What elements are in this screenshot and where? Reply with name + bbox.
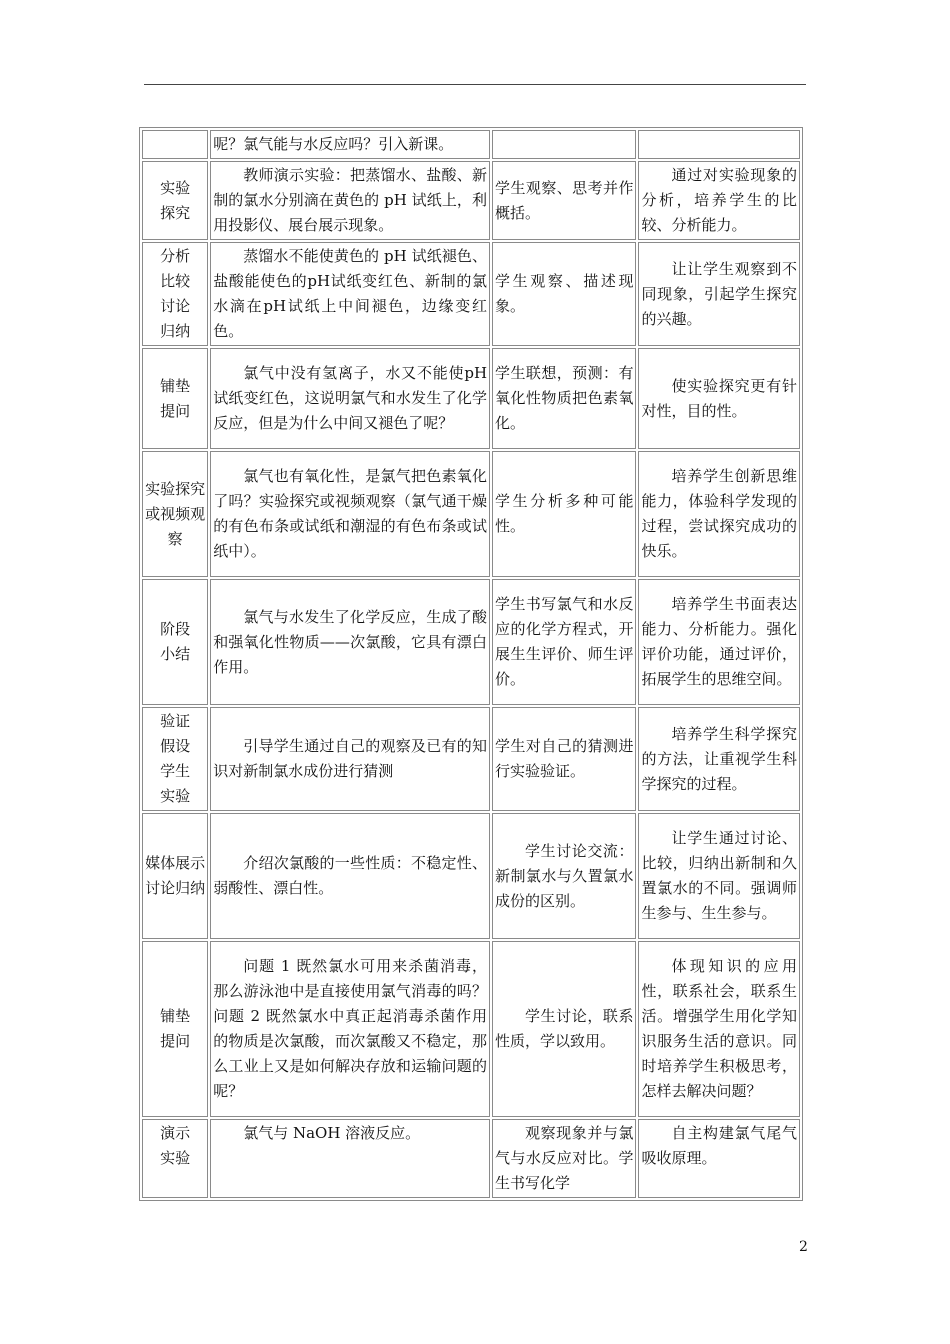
design-intent-cell — [638, 813, 800, 939]
stage-cell — [142, 707, 208, 811]
stage-cell — [142, 813, 208, 939]
stage-cell — [142, 451, 208, 577]
teacher-activity-cell — [210, 242, 490, 346]
design-intent-text: 让让学生观察到不同现象，引起学生探究的兴趣。 — [641, 259, 797, 328]
table-row — [142, 707, 800, 811]
stage-cell — [142, 242, 208, 346]
teacher-activity-text: 引导学生通过自己的观察及已有的知识对新制氯水成份进行猜测 — [213, 737, 488, 780]
design-intent-cell — [638, 451, 800, 577]
design-intent-text: 培养学生书面表达能力、分析能力。强化评价功能，通过评价，拓展学生的思维空间。 — [641, 595, 797, 688]
teacher-activity-text: 氯气与水发生了化学反应，生成了酸和强氧化性物质——次氯酸，它具有漂白作用。 — [213, 607, 488, 676]
student-activity-text: 学生讨论交流：新制氯水与久置氯水成份的区别。 — [495, 841, 634, 910]
table-row — [142, 161, 800, 240]
header-rule — [144, 84, 806, 85]
teacher-activity-cell — [210, 161, 490, 240]
design-intent-cell — [638, 130, 800, 159]
table-row — [142, 348, 800, 449]
student-activity-text: 学生联想，预测：有氧化性物质把色素氧化。 — [495, 364, 634, 432]
design-intent-cell — [638, 242, 800, 346]
design-intent-cell — [638, 941, 800, 1117]
teacher-activity-cell — [210, 130, 490, 159]
stage-cell — [142, 348, 208, 449]
table-row — [142, 813, 800, 939]
teacher-activity-cell — [210, 707, 490, 811]
teacher-activity-cell — [210, 941, 490, 1117]
stage-cell — [142, 130, 208, 159]
teacher-activity-text: 氯气中没有氢离子，水又不能使pH试纸变红色，这说明氯气和水发生了化学反应，但是为什么中间又褪色了呢？ — [213, 364, 488, 432]
table-row — [142, 451, 800, 577]
stage-cell — [142, 579, 208, 705]
student-activity-cell — [492, 579, 636, 705]
student-activity-text: 学生观察、描述现象。 — [495, 272, 634, 315]
stage-cell — [142, 1119, 208, 1198]
student-activity-cell — [492, 941, 636, 1117]
student-activity-cell — [492, 707, 636, 811]
design-intent-cell — [638, 1119, 800, 1198]
student-activity-cell — [492, 451, 636, 577]
student-activity-text: 学生书写氯气和水反应的化学方程式，开展生生评价、师生评价。 — [495, 595, 634, 688]
student-activity-cell — [492, 242, 636, 346]
teacher-activity-text: 氯气也有氧化性，是氯气把色素氧化了吗？实验探究或视频观察（氯气通干燥的有色布条或试纸和潮湿的有色布条或试纸中）。 — [213, 467, 488, 560]
design-intent-text: 培养学生科学探究的方法，让重视学生科学探究的过程。 — [641, 724, 797, 793]
teacher-activity-text: 蒸馏水不能使黄色的 pH 试纸褪色、盐酸能使色的pH试纸变红色、新制的氯水滴在pH试纸上中间褪色，边缘变红色。 — [213, 247, 488, 340]
teacher-activity-cell — [210, 348, 490, 449]
teacher-activity-cell — [210, 451, 490, 577]
student-activity-text: 学生观察、思考并作概括。 — [495, 178, 634, 222]
stage-label: 阶段小结 — [160, 620, 191, 663]
design-intent-text: 自主构建氯气尾气吸收原理。 — [641, 1124, 797, 1167]
stage-label: 媒体展示讨论归纳 — [145, 854, 206, 897]
page-number: 2 — [799, 1239, 808, 1255]
stage-label: 铺垫提问 — [160, 376, 191, 420]
student-activity-cell — [492, 813, 636, 939]
student-activity-cell — [492, 1119, 636, 1198]
design-intent-cell — [638, 161, 800, 240]
stage-cell — [142, 161, 208, 240]
design-intent-cell — [638, 707, 800, 811]
design-intent-text: 通过对实验现象的分析，培养学生的比较、分析能力。 — [641, 166, 797, 234]
table-row — [142, 579, 800, 705]
stage-label: 铺垫提问 — [160, 1007, 191, 1050]
table-row — [142, 242, 800, 346]
stage-label: 实验探究 — [160, 178, 191, 222]
teacher-activity-text: 介绍次氯酸的一些性质：不稳定性、弱酸性、漂白性。 — [213, 854, 488, 897]
stage-label: 验证假设学生实验 — [160, 712, 191, 805]
teacher-activity-cell — [210, 813, 490, 939]
student-activity-text: 学生分析多种可能性。 — [495, 492, 634, 535]
teacher-activity-text: 呢？氯气能与水反应吗？引入新课。 — [213, 135, 454, 153]
stage-label: 分析比较讨论归纳 — [160, 247, 191, 340]
lesson-plan-table — [139, 127, 803, 1201]
teacher-activity-cell — [210, 579, 490, 705]
design-intent-text: 使实验探究更有针对性，目的性。 — [641, 376, 797, 420]
teacher-activity-text: 氯气与 NaOH 溶液反应。 — [243, 1124, 421, 1142]
table-row — [142, 941, 800, 1117]
design-intent-text: 培养学生创新思维能力，体验科学发现的过程，尝试探究成功的快乐。 — [641, 467, 797, 560]
table-row — [142, 130, 800, 159]
teacher-activity-cell — [210, 1119, 490, 1198]
student-activity-cell — [492, 161, 636, 240]
teacher-activity-text: 教师演示实验：把蒸馏水、盐酸、新制的氯水分别滴在黄色的 pH 试纸上，利用投影仪、展台展示现象。 — [213, 166, 488, 234]
design-intent-cell — [638, 348, 800, 449]
teacher-activity-text: 问题 1 既然氯水可用来杀菌消毒，那么游泳池中是直接使用氯气消毒的吗？问题 2 既然氯水中真正起消毒杀菌作用的物质是次氯酸，而次氯酸又不稳定，那么工业上又是如何解决存放和运输问题的呢？ — [213, 957, 488, 1100]
design-intent-text: 体现知识的应用性，联系社会，联系生活。增强学生用化学知识服务生活的意识。同时培养学生积极思考，怎样去解决问题？ — [641, 957, 797, 1100]
student-activity-text: 学生讨论，联系性质，学以致用。 — [495, 1007, 634, 1050]
student-activity-cell — [492, 130, 636, 159]
stage-label: 演示实验 — [160, 1124, 191, 1167]
student-activity-text: 观察现象并与氯气与水反应对比。学生书写化学 — [495, 1124, 634, 1192]
student-activity-text: 学生对自己的猜测进行实验验证。 — [495, 737, 634, 780]
table-row — [142, 1119, 800, 1198]
stage-cell — [142, 941, 208, 1117]
design-intent-text: 让学生通过讨论、比较，归纳出新制和久置氯水的不同。强调师生参与、生生参与。 — [641, 829, 797, 922]
stage-label: 实验探究或视频观察 — [145, 479, 206, 548]
design-intent-cell — [638, 579, 800, 705]
student-activity-cell — [492, 348, 636, 449]
